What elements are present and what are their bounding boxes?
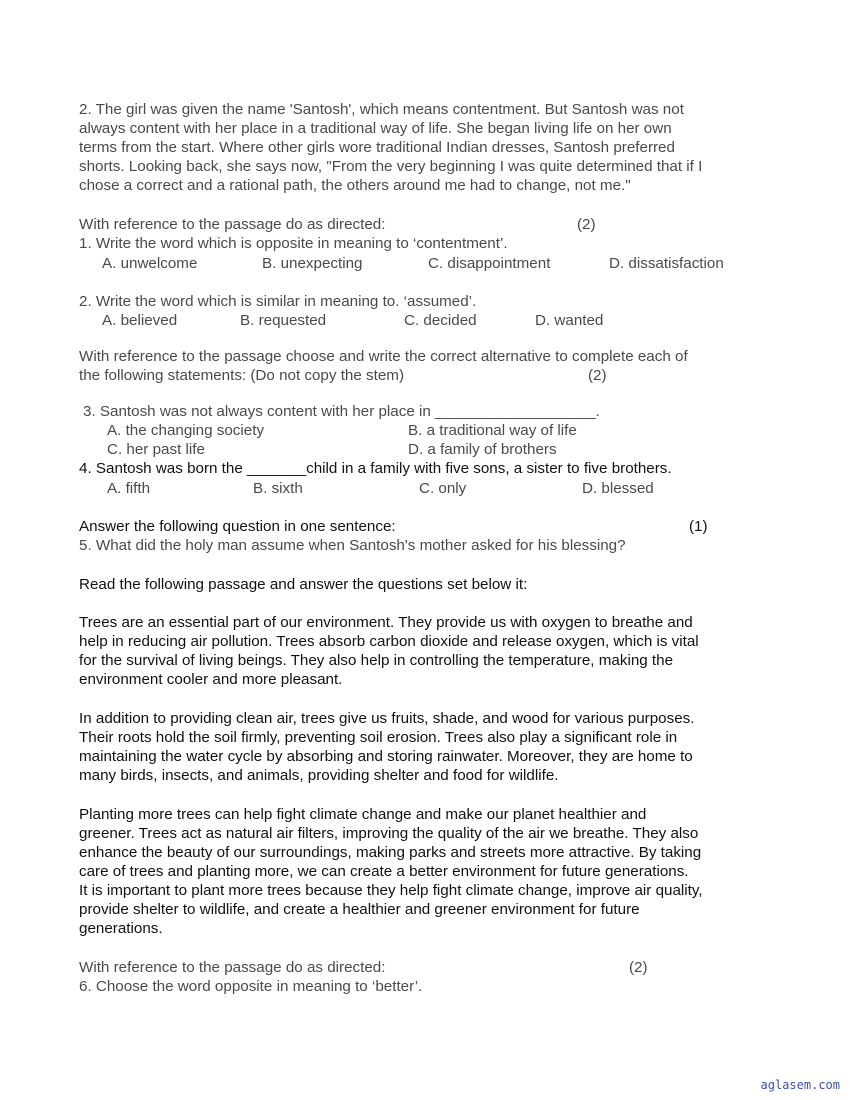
option: A. believed	[102, 312, 178, 329]
question-6: 6. Choose the word opposite in meaning to ‘better’.	[79, 978, 423, 995]
question-2-options	[102, 311, 782, 330]
section-d-marks: (2)	[629, 959, 648, 976]
question-5: 5. What did the holy man assume when Santosh's mother asked for his blessing?	[79, 537, 626, 554]
passage-1-line: always content with her place in a traditional way of life. She began living life on her own	[79, 120, 672, 137]
option: D. wanted	[535, 312, 604, 329]
passage-1-line: chose a correct and a rational path, the others around me had to change, not me."	[79, 177, 631, 194]
option: D. blessed	[582, 480, 654, 497]
passage-2-paragraph-2: In addition to providing clean air, trees give us fruits, shade, and wood for various purposes. Their roots hold the soil firmly, preventing soil erosion. Trees also play a significant role in maintaining the water cycle by absorbing and storing rainwater. Moreover, they are home to many birds, insects, and animals, providing shelter and food for wildlife.	[79, 710, 695, 784]
question-2: 2. Write the word which is similar in meaning to. ‘assumed’.	[79, 293, 477, 310]
option: D. a family of brothers	[408, 441, 557, 458]
option: B. requested	[240, 312, 327, 329]
passage-1	[79, 100, 779, 195]
option: B. a traditional way of life	[408, 422, 577, 439]
passage-2-intro: Read the following passage and answer the questions set below it:	[79, 576, 528, 593]
passage-1-line: shorts. Looking back, she says now, "From the very beginning I was quite determined that if I	[79, 158, 703, 175]
passage-1-line: 2. The girl was given the name 'Santosh', which means contentment. But Santosh was not	[79, 101, 684, 118]
option: A. unwelcome	[102, 255, 198, 272]
question-3: 3. Santosh was not always content with her place in ___________________.	[83, 403, 600, 420]
option: D. dissatisfaction	[609, 255, 724, 272]
option: C. her past life	[107, 441, 205, 458]
section-d-instruction: With reference to the passage do as directed: (2)	[79, 959, 648, 976]
section-b-instruction: With reference to the passage choose and write the correct alternative to complete each of the following statements: (Do not copy the stem) (2)	[79, 348, 688, 384]
question-3-options-row-2	[107, 440, 787, 459]
question-1: 1. Write the word which is opposite in meaning to ‘contentment’.	[79, 235, 508, 252]
section-c-marks: (1)	[689, 518, 708, 535]
option: B. unexpecting	[262, 255, 363, 272]
option: C. only	[419, 480, 467, 497]
question-4: 4. Santosh was born the _______child in a family with five sons, a sister to five brothers.	[79, 460, 672, 477]
option: C. disappointment	[428, 255, 551, 272]
section-a-instruction: With reference to the passage do as directed: (2)	[79, 216, 596, 233]
option: A. the changing society	[107, 422, 265, 439]
option: B. sixth	[253, 480, 303, 497]
question-3-options	[107, 421, 787, 440]
option: C. decided	[404, 312, 477, 329]
question-4-options	[107, 479, 787, 498]
section-b-marks: (2)	[588, 367, 607, 384]
passage-2-paragraph-1: Trees are an essential part of our environment. They provide us with oxygen to breathe and help in reducing air pollution. Trees absorb carbon dioxide and release oxygen, which is vital for the survival of living beings. They also help in controlling the temperature, making the environment cooler and more pleasant.	[79, 614, 699, 688]
question-1-options	[102, 254, 782, 273]
option: A. fifth	[107, 480, 151, 497]
passage-1-line: terms from the start. Where other girls wore traditional Indian dresses, Santosh preferred	[79, 139, 675, 156]
passage-2-paragraph-3: Planting more trees can help fight climate change and make our planet healthier and greener. Trees act as natural air filters, improving the quality of the air we breathe. They also enhance the beauty of our surroundings, making parks and streets more attractive. By taking care of trees and planting more, we can create a better environment for future generations. It is important to plant more trees because they help fight climate change, improve air quality, provide shelter to wildlife, and create a healthier and greener environment for future generations.	[79, 806, 703, 937]
section-a-marks: (2)	[577, 216, 596, 233]
section-c-instruction: Answer the following question in one sentence: (1)	[79, 518, 708, 535]
watermark: aglasem.com	[760, 1078, 840, 1092]
